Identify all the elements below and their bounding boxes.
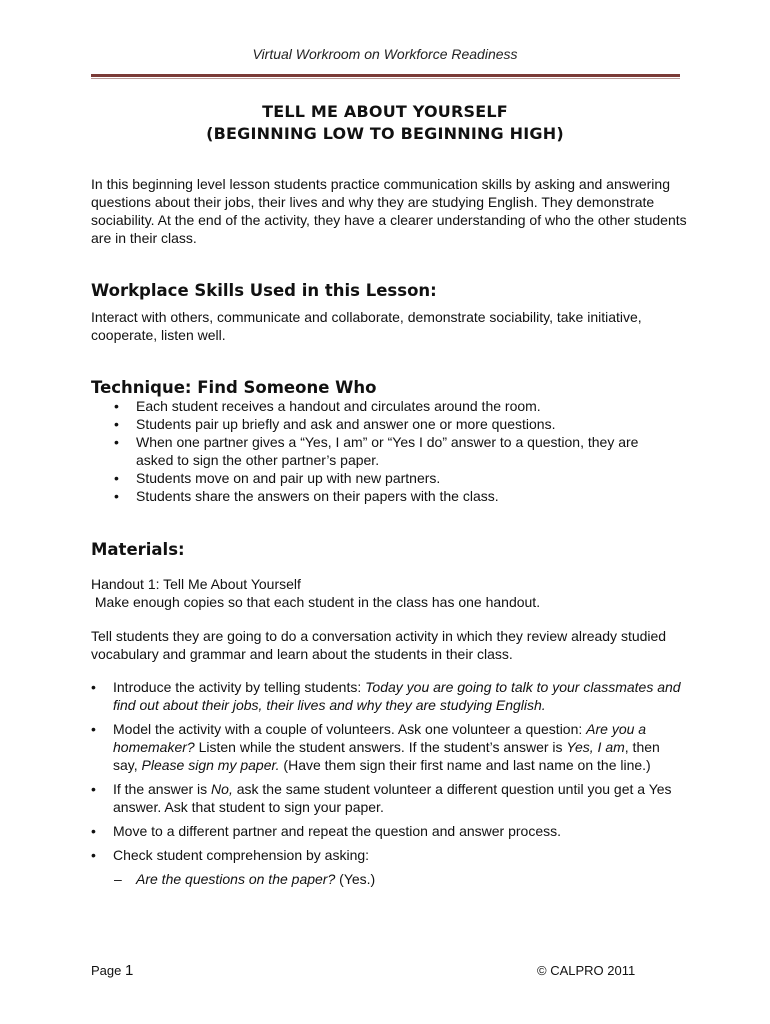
skills-section xyxy=(91,281,691,344)
list-item: • Each student receives a handout and circulates around the room. xyxy=(91,397,691,415)
step-quote: Are you a homemaker? xyxy=(113,721,647,755)
step-quote: Please sign my paper. xyxy=(141,757,280,773)
instructions-paragraph: Tell students they are going to do a conversation activity in which they review already studied vocabulary and grammar and learn about the students in their class. xyxy=(91,628,667,662)
list-item: • Move to a different partner and repeat the question and answer process. xyxy=(91,822,683,840)
step-text: Model the activity with a couple of volunteers. Ask one volunteer a question: xyxy=(113,721,587,737)
header-rule-thin xyxy=(91,78,680,79)
list-item: • Students pair up briefly and ask and answer one or more questions. xyxy=(91,415,691,433)
materials-heading: Materials: xyxy=(91,540,185,559)
header-rule xyxy=(91,74,680,77)
sub-list-item xyxy=(91,870,683,888)
skills-text: Interact with others, communicate and collaborate, demonstrate sociability, take initiative, cooperate, listen well. xyxy=(91,309,642,343)
copies-note: Make enough copies so that each student in the class has one handout. xyxy=(91,594,541,610)
step-text: Listen while the student answers. If the student’s answer is xyxy=(194,739,567,755)
step-quote: Yes, I am xyxy=(566,739,625,755)
step-text: , then say, xyxy=(113,739,660,773)
handout-name: Handout 1: Tell Me About Yourself xyxy=(91,576,301,592)
step-text: Introduce the activity by telling students: xyxy=(113,679,366,695)
technique-heading: Technique: Find Someone Who xyxy=(91,378,377,397)
step-quote: No, xyxy=(211,781,233,797)
intro-paragraph: In this beginning level lesson students practice communication skills by asking and answering questions about their jobs, their lives and why they are studying English. They demonstrate sociability. At the end of the activity, they have a clearer understanding of who the other students are in their class. xyxy=(91,176,687,246)
copyright: © CALPRO 2011 xyxy=(537,963,636,978)
running-header: Virtual Workroom on Workforce Readiness xyxy=(252,46,518,62)
steps-list xyxy=(91,678,683,864)
title-line-1: TELL ME ABOUT YOURSELF xyxy=(262,102,508,121)
technique-section xyxy=(91,378,691,505)
sub-answer: (Yes.) xyxy=(335,871,376,887)
list-item: • Students move on and pair up with new partners. xyxy=(91,469,691,487)
materials-section xyxy=(91,540,691,663)
list-item: • When one partner gives a “Yes, I am” or “Yes I do” answer to a question, they are asked to sign the other partner’s paper. xyxy=(91,433,691,469)
list-item xyxy=(91,678,683,714)
document-title xyxy=(0,101,770,145)
list-item: • Students share the answers on their papers with the class. xyxy=(91,487,691,505)
step-text: ask the same student volunteer a different question until you get a Yes answer. Ask that student to sign your paper. xyxy=(113,781,672,815)
list-item: • Check student comprehension by asking: xyxy=(91,846,683,864)
technique-list xyxy=(91,397,691,505)
dash-marker: – xyxy=(114,871,122,887)
list-item xyxy=(91,780,683,816)
step-text: If the answer is xyxy=(113,781,212,797)
skills-heading: Workplace Skills Used in this Lesson: xyxy=(91,281,437,300)
step-quote: Today you are going to talk to your classmates and find out about their jobs, their lives and why they are studying English. xyxy=(113,679,681,713)
page-number-value: 1 xyxy=(124,962,134,979)
list-item xyxy=(91,720,683,774)
steps-section xyxy=(91,678,683,888)
intro-section xyxy=(91,175,691,247)
title-line-2: (BEGINNING LOW TO BEGINNING HIGH) xyxy=(206,124,564,143)
step-text: (Have them sign their first name and last name on the line.) xyxy=(279,757,651,773)
page-label: Page xyxy=(91,963,125,978)
sub-question: Are the questions on the paper? xyxy=(136,871,336,887)
page-number xyxy=(91,962,133,979)
